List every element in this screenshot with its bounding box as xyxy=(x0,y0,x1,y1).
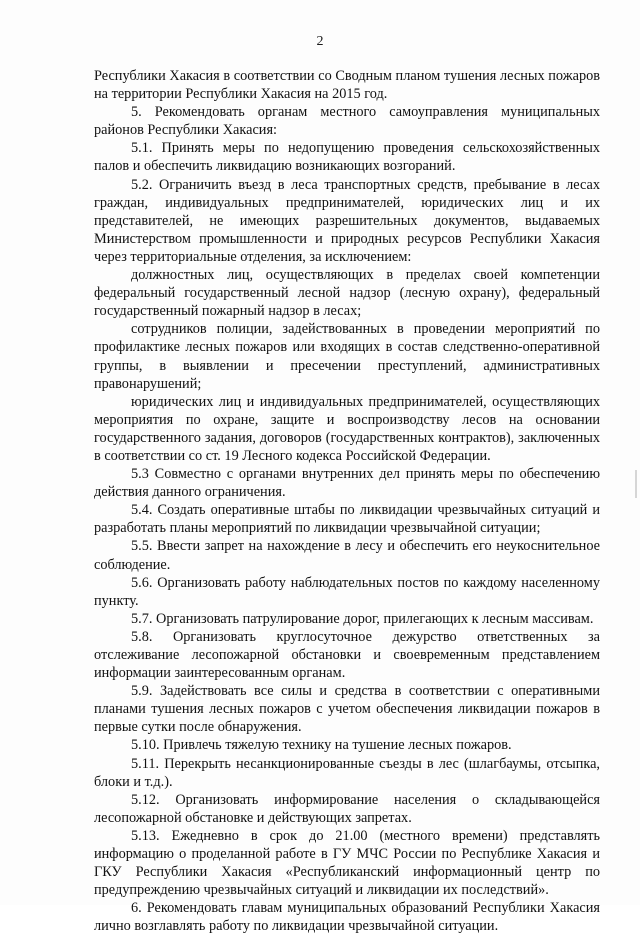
paragraph-item-5: 5. Рекомендовать органам местного самоуправления муниципальных районов Республики Хакасия: xyxy=(94,104,600,139)
paragraph-item-5-6: 5.6. Организовать работу наблюдательных постов по каждому населенному пункту. xyxy=(94,574,600,609)
paragraph-item-5-10: 5.10. Привлечь тяжелую технику на тушение лесных пожаров. xyxy=(131,737,512,754)
paragraph-item-5-11: 5.11. Перекрыть несанкционированные съезды в лес (шлагбаумы, отсыпка, блоки и т.д.). xyxy=(94,755,600,790)
page-number: 2 xyxy=(316,34,324,49)
paragraph-item-5-12: 5.12. Организовать информирование населения о складывающейся лесопожарной обстановке и действующих запретах. xyxy=(94,791,600,826)
paragraph-exception-police: сотрудников полиции, задействованных в проведении мероприятий по профилактике лесных пожаров или входящих в состав следственно-оперативной группы, в выявлении и пресечении преступлений, административных правонарушений; xyxy=(94,321,600,392)
paragraph-item-5-2: 5.2. Ограничить въезд в леса транспортных средств, пребывание в лесах граждан, индивидуальных предпринимателей, юридических лиц и их представителей, не имеющих разрешительных документов, выдаваемых Министерством промышленности и природных ресурсов Республики Хакасия через территориальные отделения, за исключением: xyxy=(94,176,600,265)
paragraph-item-5-13: 5.13. Ежедневно в срок до 21.00 (местного времени) представлять информацию о проделанной работе в ГУ МЧС России по Республике Хакасия и ГКУ Республики Хакасия «Республиканский информационный центр по предупреждению чрезвычайных ситуаций и ликвидации их последствий». xyxy=(94,827,600,899)
paragraph-item-6: 6. Рекомендовать главам муниципальных образований Республики Хакасия лично возглавлять работу по ликвидации чрезвычайной ситуации. xyxy=(94,900,600,935)
paragraph-item-5-3: 5.3 Совместно с органами внутренних дел принять меры по обеспечению действия данного ограничения. xyxy=(94,466,600,501)
paragraph-item-5-9: 5.9. Задействовать все силы и средства в соответствии с оперативными планами тушения лесных пожаров с учетом обеспечения ликвидации пожаров в первые сутки после обнаружения. xyxy=(94,683,600,736)
paragraph-item-5-8: 5.8. Организовать круглосуточное дежурство ответственных за отслеживание лесопожарной обстановки и своевременным представлением информации заинтересованным органам. xyxy=(94,628,600,682)
scan-edge-mark xyxy=(635,470,637,498)
paragraph-item-5-5: 5.5. Ввести запрет на нахождение в лесу и обеспечить его неукоснительное соблюдение. xyxy=(94,538,600,573)
paragraph-item-5-7: 5.7. Организовать патрулирование дорог, прилегающих к лесным массивам. xyxy=(131,610,594,627)
paragraph-exception-entities: юридических лиц и индивидуальных предпринимателей, осуществляющих мероприятия по охране, защите и воспроизводству лесов на основании государственного задания, договоров (государственных контрактов), заключенных в соответствии со ст. 19 Лесного кодекса Российской Федерации. xyxy=(94,393,600,464)
paragraph-item-5-1: 5.1. Принять меры по недопущению проведения сельскохозяйственных палов и обеспечить ликвидацию возникающих возгораний. xyxy=(94,140,600,175)
paragraph-continuation: Республики Хакасия в соответствии со Сводным планом тушения лесных пожаров на территории Республики Хакасия на 2015 год. xyxy=(94,68,600,103)
document-body xyxy=(94,67,600,936)
paragraph-exception-officials: должностных лиц, осуществляющих в пределах своей компетенции федеральный государственный лесной надзор (лесную охрану), федеральный государственный пожарный надзор в лесах; xyxy=(94,267,600,320)
paragraph-item-5-4: 5.4. Создать оперативные штабы по ликвидации чрезвычайных ситуаций и разработать планы мероприятий по ликвидации чрезвычайной ситуации; xyxy=(94,502,600,537)
